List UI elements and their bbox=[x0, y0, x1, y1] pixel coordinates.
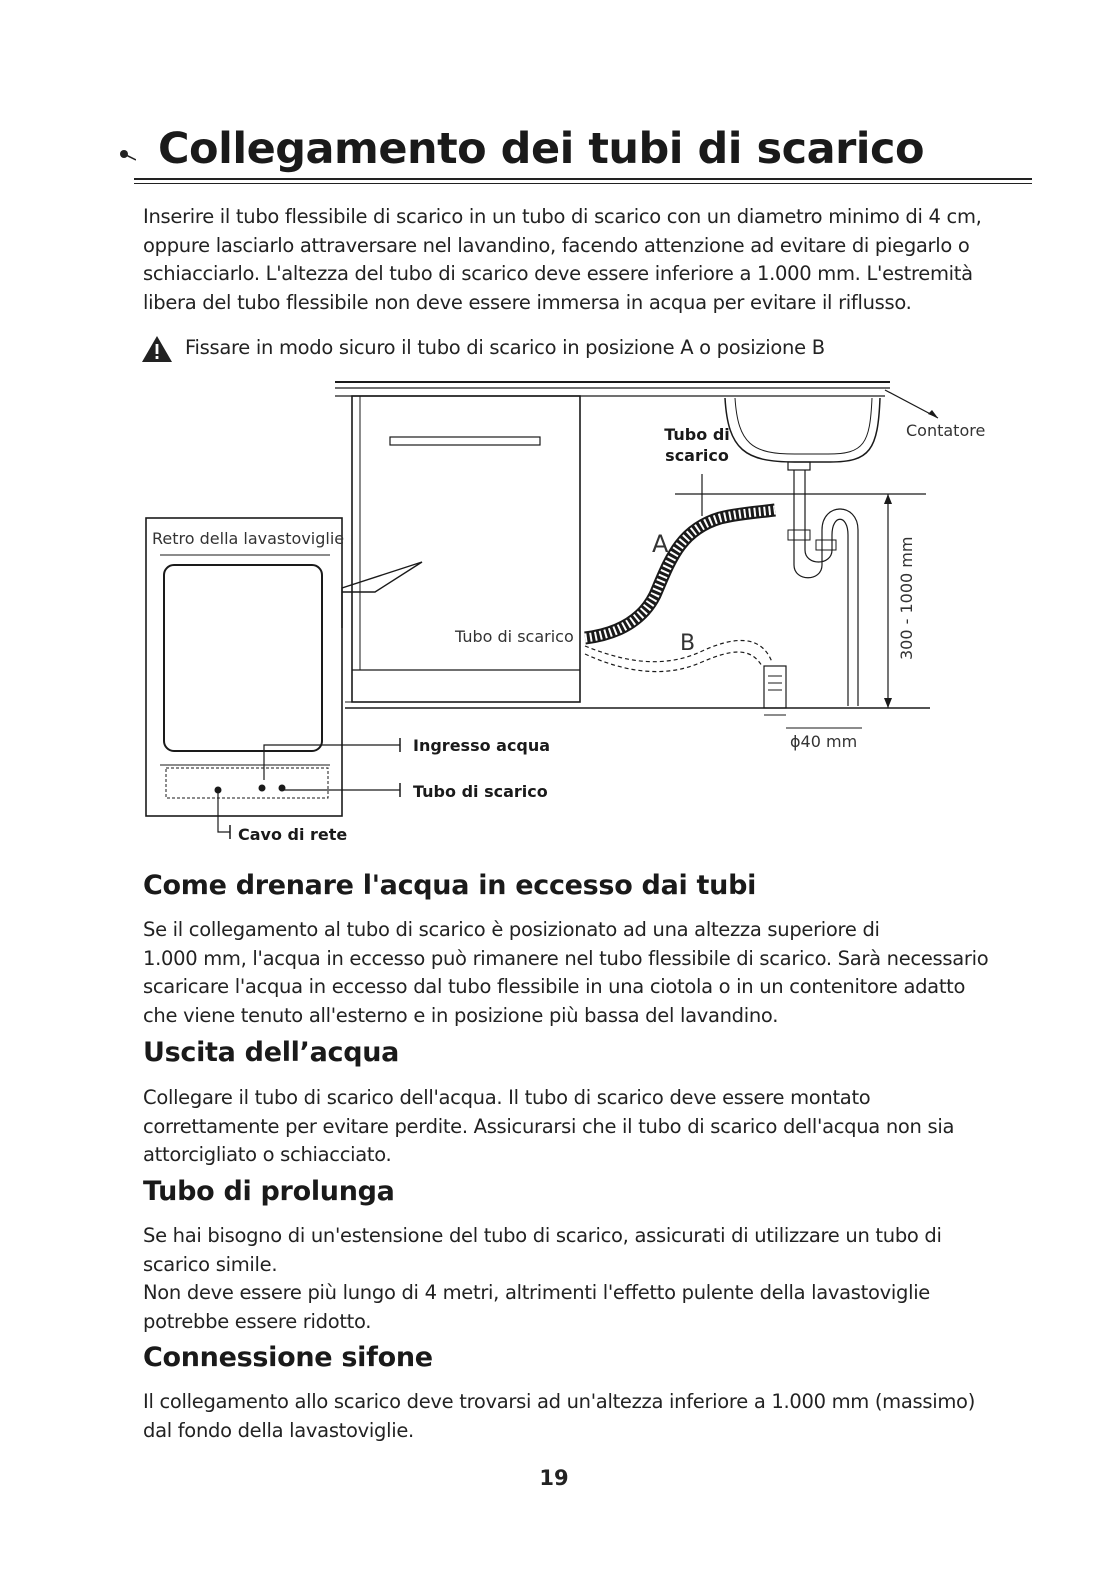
page-title: Collegamento dei tubi di scarico bbox=[158, 124, 925, 174]
paragraph-line: potrebbe essere ridotto. bbox=[143, 1309, 372, 1333]
paragraph-line: che viene tenuto all'esterno e in posizione più bassa del lavandino. bbox=[143, 1003, 779, 1027]
paragraph-line: attorcigliato o schiacciato. bbox=[143, 1143, 392, 1166]
paragraph-line: Collegare il tubo di scarico dell'acqua. Il tubo di scarico deve essere montato bbox=[143, 1086, 871, 1109]
label-counter: Contatore bbox=[906, 421, 986, 440]
title-rule bbox=[134, 178, 1032, 180]
warning-triangle-icon bbox=[141, 334, 173, 364]
label-height: 300 - 1000 mm bbox=[897, 536, 916, 660]
intro-paragraph bbox=[143, 203, 1043, 317]
paragraph-line: Il collegamento allo scarico deve trovarsi ad un'altezza inferiore a 1.000 mm (massimo) bbox=[143, 1390, 975, 1413]
section-heading: Connessione sifone bbox=[143, 1342, 433, 1373]
paragraph-line: dal fondo della lavastoviglie. bbox=[143, 1418, 414, 1442]
label-back: Retro della lavastoviglie bbox=[152, 529, 345, 548]
warning-text: Fissare in modo sicuro il tubo di scarico in posizione A o posizione B bbox=[185, 336, 825, 359]
drain-hose-diagram bbox=[0, 370, 1108, 870]
paragraph-line: Se hai bisogno di un'estensione del tubo di scarico, assicurati di utilizzare un tubo di bbox=[143, 1224, 942, 1247]
intro-line: schiacciarlo. L'altezza del tubo di scarico deve essere inferiore a 1.000 mm. L'estremità bbox=[143, 262, 973, 285]
label-a: A bbox=[652, 530, 669, 558]
label-drain-top-1: Tubo di bbox=[664, 425, 730, 444]
section-paragraph bbox=[143, 916, 1043, 1030]
paragraph-line: scaricare l'acqua in eccesso dal tubo flessibile in una ciotola o in un contenitore adatto bbox=[143, 975, 966, 998]
label-water-inlet: Ingresso acqua bbox=[413, 736, 551, 755]
paragraph-line: Se il collegamento al tubo di scarico è posizionato ad una altezza superiore di bbox=[143, 918, 880, 941]
paragraph-line: Non deve essere più lungo di 4 metri, altrimenti l'effetto pulente della lavastoviglie bbox=[143, 1281, 931, 1304]
section-heading: Uscita dell’acqua bbox=[143, 1037, 400, 1068]
paragraph-line: correttamente per evitare perdite. Assicurarsi che il tubo di scarico dell'acqua non sia bbox=[143, 1114, 955, 1138]
intro-line: oppure lasciarlo attraversare nel lavandino, facendo attenzione ad evitare di piegarlo o bbox=[143, 233, 970, 257]
section-paragraph bbox=[143, 1388, 1043, 1445]
section-heading: Come drenare l'acqua in eccesso dai tubi bbox=[143, 870, 757, 901]
intro-line: libera del tubo flessibile non deve essere immersa in acqua per evitare il riflusso. bbox=[143, 290, 912, 314]
section-paragraph bbox=[143, 1084, 1043, 1170]
label-drain-top-2: scarico bbox=[665, 446, 729, 465]
page-number: 19 bbox=[539, 1466, 569, 1490]
paragraph-line: 1.000 mm, l'acqua in eccesso può rimanere nel tubo flessibile di scarico. Sarà necessario bbox=[143, 946, 989, 970]
label-power-cable: Cavo di rete bbox=[238, 825, 348, 844]
intro-line: Inserire il tubo flessibile di scarico in un tubo di scarico con un diametro minimo di 4 cm, bbox=[143, 205, 982, 228]
label-diameter: ϕ40 mm bbox=[790, 732, 858, 751]
title-rule-thin bbox=[134, 183, 1032, 184]
label-b: B bbox=[680, 631, 696, 656]
section-paragraph bbox=[143, 1222, 1043, 1336]
paragraph-line: scarico simile. bbox=[143, 1252, 278, 1276]
label-drain-hose: Tubo di scarico bbox=[413, 782, 548, 801]
section-heading: Tubo di prolunga bbox=[143, 1176, 395, 1207]
title-bullet-icon bbox=[118, 148, 136, 162]
label-drain-mid: Tubo di scarico bbox=[455, 627, 574, 646]
